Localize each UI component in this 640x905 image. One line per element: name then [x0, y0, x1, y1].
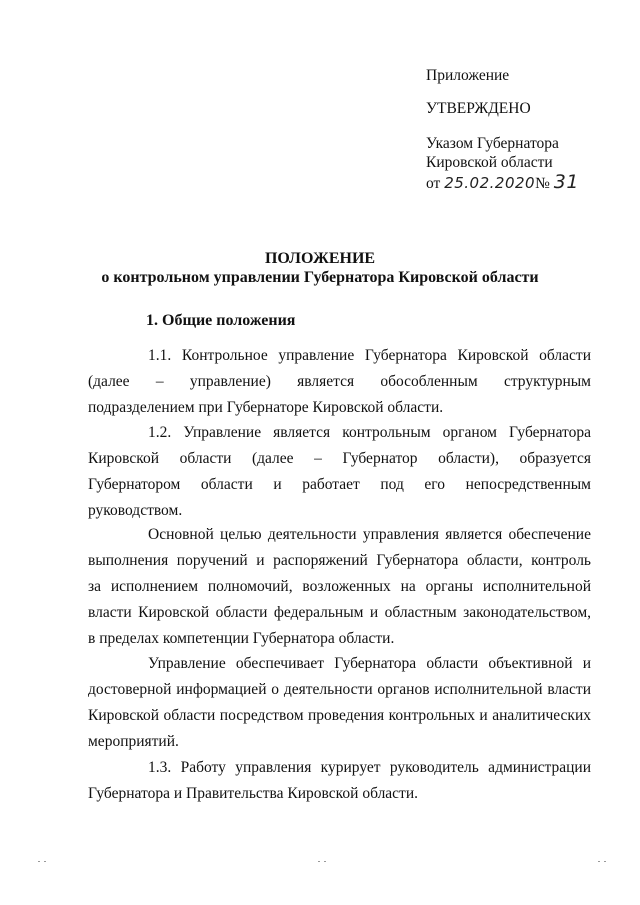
approved-label: УТВЕРЖДЕНО	[426, 100, 531, 117]
paragraph-1-1	[88, 343, 591, 421]
paragraph-line: 1.1. Контрольное управление Губернатора Кировской области	[148, 347, 591, 364]
paragraph-line: 1.3. Работу управления курирует руководитель администрации	[148, 759, 591, 776]
paragraph-line: (далее – управление) является обособленным структурным	[88, 373, 591, 390]
paragraph-line: Губернатором области и работает под его непосредственным	[88, 476, 591, 493]
scan-dot	[324, 861, 326, 862]
paragraph-line: достоверной информацией о деятельности органов исполнительной власти	[88, 681, 591, 698]
paragraph-line: за исполнением полномочий, возложенных на органы исполнительной	[88, 578, 591, 595]
section-heading: 1. Общие положения	[146, 312, 296, 329]
paragraph-1-2	[88, 420, 591, 524]
decree-line-1: Указом Губернатора	[426, 135, 559, 152]
number-prefix: №	[535, 175, 550, 192]
paragraph-line: Губернатора и Правительства Кировской области.	[88, 785, 419, 802]
paragraph-line: Основной целью деятельности управления является обеспечение	[148, 526, 591, 543]
paragraph-line: подразделением при Губернаторе Кировской области.	[88, 399, 444, 416]
handwritten-number: 31	[553, 171, 579, 193]
paragraph-line: власти Кировской области федеральным и областным законодательством,	[88, 604, 591, 621]
decree-line-2: Кировской области	[426, 154, 553, 171]
scan-dot	[318, 861, 320, 862]
paragraph-line: 1.2. Управление является контрольным органом Губернатора	[148, 424, 591, 441]
scan-dot	[44, 861, 46, 862]
document-title: ПОЛОЖЕНИЕ	[264, 250, 376, 267]
scan-dot	[38, 861, 40, 862]
decree-date-line	[426, 172, 579, 194]
scan-dot	[604, 861, 606, 862]
scan-artifacts	[0, 861, 640, 867]
paragraph-main-goal	[88, 522, 591, 652]
paragraph-1-3	[88, 755, 591, 807]
scan-dot	[598, 861, 600, 862]
paragraph-line: Кировской области (далее – Губернатор области), образуется	[88, 450, 591, 467]
paragraph-line: руководством.	[88, 502, 183, 519]
paragraph-information	[88, 651, 591, 755]
paragraph-line: Управление обеспечивает Губернатора области объективной и	[148, 655, 591, 672]
attachment-label: Приложение	[426, 67, 510, 84]
document-subtitle: о контрольном управлении Губернатора Кировской области	[101, 269, 539, 286]
paragraph-line: Кировской области посредством проведения контрольных и аналитических	[88, 707, 591, 724]
paragraph-line: мероприятий.	[88, 733, 179, 750]
handwritten-date: 25.02.2020	[444, 174, 536, 192]
date-prefix: от	[426, 175, 441, 192]
paragraph-line: в пределах компетенции Губернатора области.	[88, 630, 395, 647]
paragraph-line: выполнения поручений и распоряжений Губернатора области, контроль	[88, 552, 591, 569]
